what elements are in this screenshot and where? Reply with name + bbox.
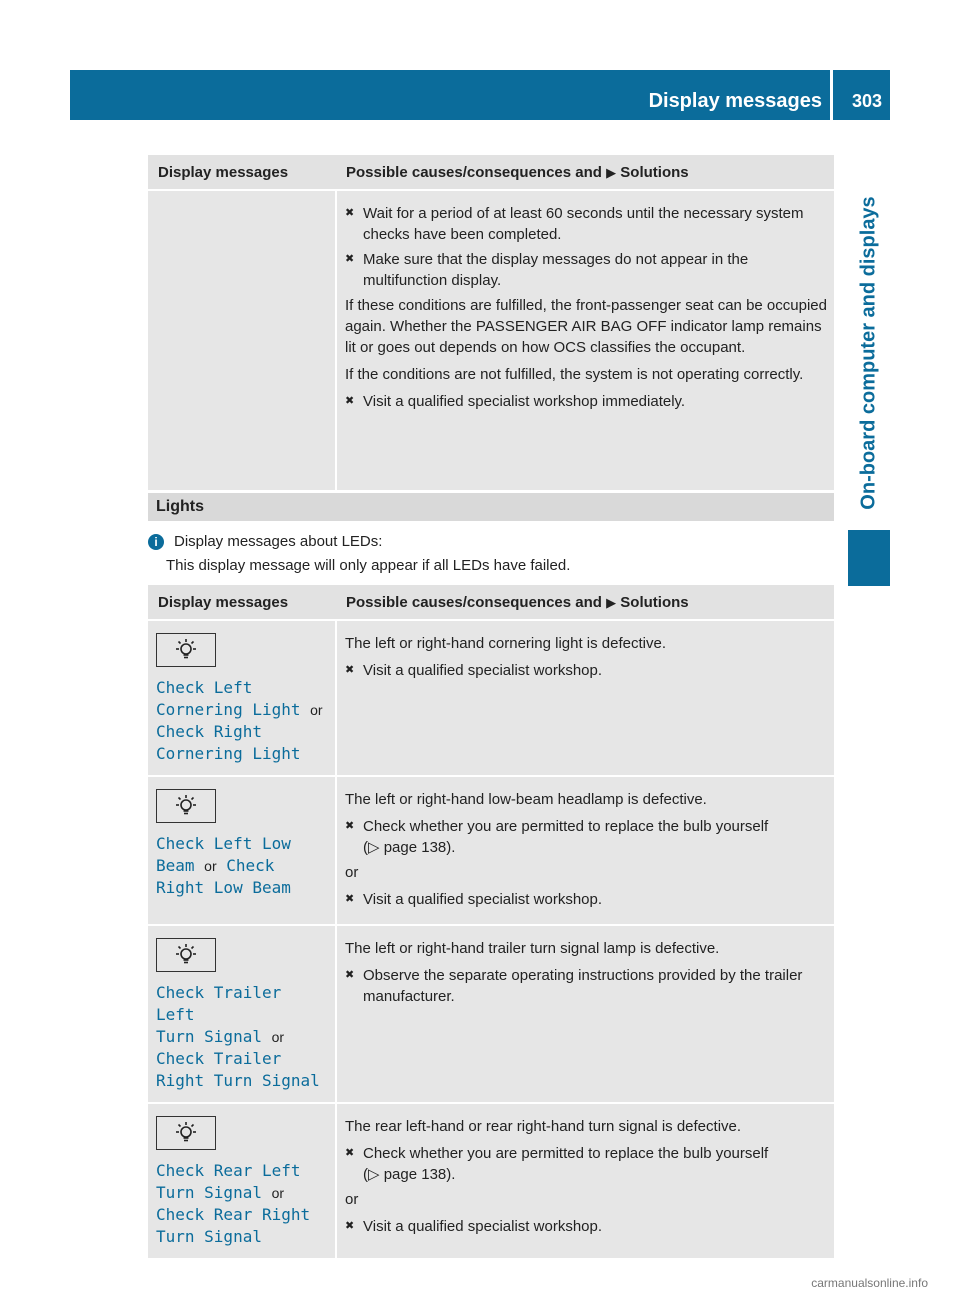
table-row: Check Left Cornering Light or Check Right Cornering Light The left or right-hand cornering light is defective. ✖ Visit a qualified specialist workshop. [148, 620, 834, 776]
arrow-right-icon: ▶ [606, 594, 617, 610]
page-number: 303 [851, 91, 882, 111]
step-arrow-icon: ✖ [345, 969, 355, 981]
step-arrow-icon: ✖ [345, 395, 355, 407]
header-divider [830, 70, 833, 120]
table-row: Check Trailer Left Turn Signal or Check Trailer Right Turn Signal The left or right-hand trailer turn signal lamp is defective. ✖ Observe the separate operating instructions provided by the trailer manufacturer. [148, 925, 834, 1103]
empty-message-cell [148, 190, 336, 490]
paragraph: If these conditions are fulfilled, the front-passenger seat can be occupied again. Whether the PASSENGER AIR BAG OFF indicator lamp remains lit or goes out depends on how OCS classifies the occupant. [345, 297, 827, 356]
lights-table [148, 585, 834, 1258]
bulb-icon [156, 1116, 216, 1150]
step-item: ✖ Visit a qualified specialist workshop. [345, 891, 603, 908]
page-reference: (▷ page 138). [363, 839, 456, 856]
display-messages-table-continued [148, 155, 834, 490]
step-arrow-icon: ✖ [345, 253, 355, 265]
display-message-text: Check Rear Left Turn Signal or Check Rear Right Turn Signal [156, 1161, 311, 1246]
step-item: ✖ Wait for a period of at least 60 seconds until the necessary system checks have been completed. [345, 205, 804, 243]
step-arrow-icon: ✖ [345, 664, 355, 676]
step-item: ✖ Visit a qualified specialist workshop immediately. [345, 393, 686, 410]
info-icon: i [148, 534, 164, 550]
step-item: ✖ Make sure that the display messages do not appear in the multifunction display. [345, 251, 749, 289]
info-note: i Display messages about LEDs: This display message will only appear if all LEDs have failed. [148, 530, 838, 578]
step-arrow-icon: ✖ [345, 893, 355, 905]
table-row: Check Rear Left Turn Signal or Check Rear Right Turn Signal The rear left-hand or rear right-hand turn signal is defective. ✖ Check whether you are permitted to replace the bulb yourself (▷ page 138). or ✖ Visit a qualified specialist workshop. [148, 1103, 834, 1258]
page-reference: (▷ page 138). [363, 1166, 456, 1183]
step-item: ✖ Visit a qualified specialist workshop. [345, 1218, 603, 1235]
display-message-text: Check Trailer Left Turn Signal or Check Trailer Right Turn Signal [156, 983, 320, 1090]
bulb-icon [156, 789, 216, 823]
side-tab-marker [848, 530, 890, 586]
bulb-icon [156, 938, 216, 972]
step-arrow-icon: ✖ [345, 1147, 355, 1159]
side-tab-label: On-board computer and displays [857, 196, 880, 510]
col-header-display-messages: Display messages [148, 585, 336, 620]
display-message-text: Check Left Cornering Light or Check Right Cornering Light [156, 678, 323, 763]
bulb-icon [156, 633, 216, 667]
section-heading-lights: Lights [148, 493, 834, 521]
paragraph: If the conditions are not fulfilled, the system is not operating correctly. [345, 366, 804, 383]
header-title: Display messages [648, 90, 822, 112]
step-arrow-icon: ✖ [345, 820, 355, 832]
step-item: ✖ Visit a qualified specialist workshop. [345, 662, 603, 679]
step-item: ✖ Observe the separate operating instructions provided by the trailer manufacturer. [345, 967, 803, 1005]
side-tab [848, 120, 890, 586]
step-arrow-icon: ✖ [345, 207, 355, 219]
watermark: carmanualsonline.info [811, 1276, 928, 1290]
page-header [70, 70, 890, 120]
step-item: ✖ Check whether you are permitted to replace the bulb yourself (▷ page 138). [345, 1145, 769, 1183]
table-row: Check Left Low Beam or Check Right Low Beam The left or right-hand low-beam headlamp is defective. ✖ Check whether you are permitted to replace the bulb yourself (▷ page 138). or ✖ Visit a qualified specialist workshop. [148, 776, 834, 925]
arrow-right-icon: ▶ [606, 164, 617, 180]
step-item: ✖ Check whether you are permitted to replace the bulb yourself (▷ page 138). [345, 818, 769, 856]
solutions-cell [336, 190, 834, 490]
step-arrow-icon: ✖ [345, 1220, 355, 1232]
col-header-display-messages: Display messages [148, 155, 336, 190]
col-header-causes: Possible causes/consequences and ▶ Solutions [336, 155, 834, 190]
display-message-text: Check Left Low Beam or Check Right Low Beam [156, 834, 291, 897]
col-header-causes: Possible causes/consequences and ▶ Solutions [336, 585, 834, 620]
